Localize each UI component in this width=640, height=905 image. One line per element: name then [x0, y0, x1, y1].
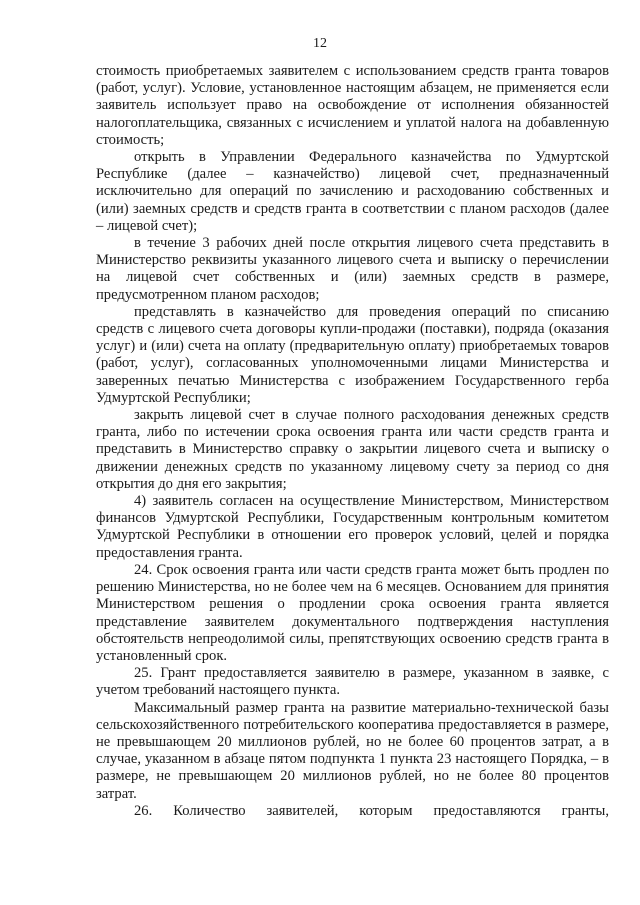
- paragraph-section-24: 24. Срок освоения гранта или части средств гранта может быть продлен по решению Министерства, но не более чем на 6 месяцев. Основанием для принятия Министерством решения о продлении срока освоения гранта является представление заявителем документального подтверждения наступления обстоятельств непреодолимой силы, препятствующих освоению средств гранта в установленный срок.: [96, 561, 609, 664]
- paragraph-max-grant-size: Максимальный размер гранта на развитие материально-технической базы сельскохозяйственного потребительского кооператива предоставляется в размере, не превышающем 20 миллионов рублей, но не более 60 процентов затрат, а в случае, указанном в абзаце пятом подпункта 1 пункта 23 настоящего Порядка, – в размере, не превышающем 20 миллионов рублей, но не более 80 процентов затрат.: [96, 699, 609, 802]
- paragraph-submit-details: в течение 3 рабочих дней после открытия лицевого счета представить в Министерство реквизиты указанного лицевого счета и выписку о перечислении на лицевой счет собственных и (или) заемных средств в размере, предусмотренном планом расходов;: [96, 235, 609, 303]
- paragraph-section-25: 25. Грант предоставляется заявителю в размере, указанном в заявке, с учетом требований настоящего пункта.: [96, 665, 609, 699]
- paragraph-treasury-documents: представлять в казначейство для проведения операций по списанию средств с лицевого счета договоры купли-продажи (поставки), подряда (оказания услуг) и (или) счета на оплату (предварительную оплату) приобретаемых товаров (работ, услуг), согласованных уполномоченными лицами Министерства и заверенных печатью Министерства с изображением Государственного герба Удмуртской Республики;: [96, 303, 609, 406]
- page-number: 12: [313, 36, 327, 51]
- paragraph-close-account: закрыть лицевой счет в случае полного расходования денежных средств гранта, либо по истечении срока освоения гранта или части средств гранта и представить в Министерство справку о закрытии лицевого счета и выписку о движении денежных средств по указанному лицевому счету за период со дня открытия до дня его закрытия;: [96, 407, 609, 492]
- paragraph-item-4-consent: 4) заявитель согласен на осуществление Министерством, Министерством финансов Удмуртской Республики, Государственным контрольным комитетом Удмуртской Республики в отношении его проверок условий, целей и порядка предоставления гранта.: [96, 493, 609, 561]
- paragraph-vat-condition: стоимость приобретаемых заявителем с использованием средств гранта товаров (работ, услуг). Условие, установленное настоящим абзацем, не применяется если заявитель использует право на освобождение от исполнения обязанностей налогоплательщика, связанных с исчислением и уплатой налога на добавленную стоимость;: [96, 63, 609, 148]
- document-body: [96, 63, 609, 820]
- paragraph-section-26: 26. Количество заявителей, которым предоставляются гранты,: [134, 802, 609, 819]
- paragraph-open-account: открыть в Управлении Федерального казначейства по Удмуртской Республике (далее – казначейство) лицевой счет, предназначенный исключительно для операций по зачислению и расходованию собственных и (или) заемных средств и средств гранта в соответствии с планом расходов (далее – лицевой счет);: [96, 149, 609, 234]
